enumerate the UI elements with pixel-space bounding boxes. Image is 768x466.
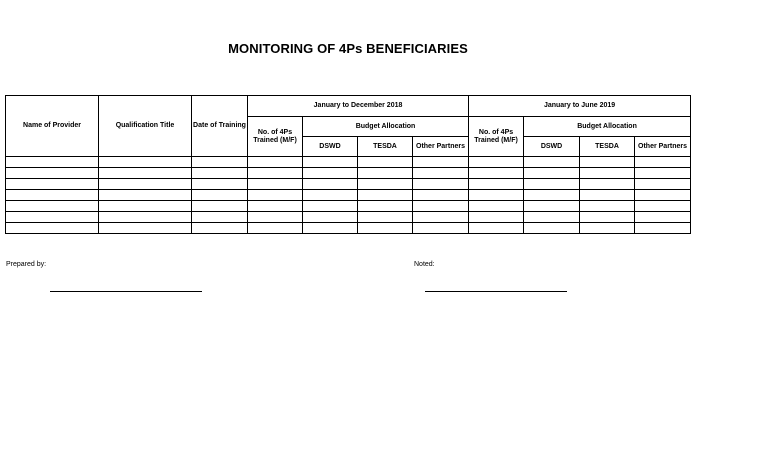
table-cell (303, 212, 358, 223)
table-cell (248, 179, 303, 190)
table-cell (469, 201, 524, 212)
table-cell (413, 201, 469, 212)
noted-label: Noted: (414, 261, 435, 268)
table-cell (524, 223, 580, 234)
table-cell (99, 157, 192, 168)
noted-signature-line (425, 291, 567, 292)
table-cell (99, 190, 192, 201)
header-period-2019: January to June 2019 (469, 96, 691, 117)
table-cell (192, 179, 248, 190)
table-cell (248, 168, 303, 179)
header-other-2019: Other Partners (635, 137, 691, 157)
table-cell (303, 168, 358, 179)
table-cell (6, 201, 99, 212)
table-cell (413, 168, 469, 179)
header-tesda-2019: TESDA (580, 137, 635, 157)
table-row (6, 212, 691, 223)
table-cell (192, 190, 248, 201)
table-cell (192, 168, 248, 179)
table-cell (303, 157, 358, 168)
table-cell (413, 157, 469, 168)
header-dswd-2018: DSWD (303, 137, 358, 157)
table-cell (413, 190, 469, 201)
table-cell (469, 212, 524, 223)
table-cell (192, 201, 248, 212)
table-cell (580, 179, 635, 190)
table-cell (248, 223, 303, 234)
table-cell (6, 212, 99, 223)
table-cell (248, 157, 303, 168)
table-cell (469, 168, 524, 179)
table-cell (469, 223, 524, 234)
table-cell (248, 190, 303, 201)
header-dswd-2019: DSWD (524, 137, 580, 157)
table-cell (358, 190, 413, 201)
table-cell (635, 212, 691, 223)
table-cell (524, 190, 580, 201)
header-name-of-provider: Name of Provider (6, 96, 99, 157)
table-cell (99, 223, 192, 234)
prepared-by-signature-line (50, 291, 202, 292)
table-cell (469, 157, 524, 168)
monitoring-table (5, 95, 691, 234)
table-cell (580, 212, 635, 223)
table-cell (358, 212, 413, 223)
header-qualification-title: Qualification Title (99, 96, 192, 157)
table-cell (192, 157, 248, 168)
prepared-by-label: Prepared by: (6, 261, 47, 268)
table-cell (413, 179, 469, 190)
table-cell (524, 212, 580, 223)
table-cell (635, 179, 691, 190)
table-cell (524, 168, 580, 179)
table-cell (192, 223, 248, 234)
table-cell (635, 168, 691, 179)
table-cell (635, 223, 691, 234)
table-cell (524, 179, 580, 190)
table-cell (469, 190, 524, 201)
table-cell (6, 179, 99, 190)
header-tesda-2018: TESDA (358, 137, 413, 157)
table-row (6, 157, 691, 168)
table-cell (524, 157, 580, 168)
table-cell (248, 212, 303, 223)
table-cell (303, 201, 358, 212)
header-budget-2019: Budget Allocation (524, 117, 691, 137)
table-cell (303, 179, 358, 190)
table-cell (469, 179, 524, 190)
table-cell (580, 223, 635, 234)
header-date-of-training: Date of Training (192, 96, 248, 157)
table-cell (99, 201, 192, 212)
table-cell (635, 201, 691, 212)
table-cell (303, 190, 358, 201)
header-other-2018: Other Partners (413, 137, 469, 157)
table-row (6, 168, 691, 179)
header-budget-2018: Budget Allocation (303, 117, 469, 137)
table-cell (6, 168, 99, 179)
table-cell (99, 168, 192, 179)
table-cell (6, 223, 99, 234)
table-cell (6, 190, 99, 201)
table-cell (99, 179, 192, 190)
table-row (6, 190, 691, 201)
page-title: MONITORING OF 4Ps BENEFICIARIES (228, 41, 468, 56)
table-cell (580, 168, 635, 179)
table-row (6, 179, 691, 190)
table-cell (358, 168, 413, 179)
table-cell (635, 157, 691, 168)
table-cell (303, 223, 358, 234)
header-trained-2019: No. of 4Ps Trained (M/F) (469, 117, 524, 157)
table-cell (580, 201, 635, 212)
table-row (6, 201, 691, 212)
table-cell (358, 201, 413, 212)
table-cell (524, 201, 580, 212)
header-trained-2018: No. of 4Ps Trained (M/F) (248, 117, 303, 157)
table-row (6, 223, 691, 234)
table-cell (6, 157, 99, 168)
table-cell (358, 223, 413, 234)
table-cell (413, 212, 469, 223)
table-cell (580, 157, 635, 168)
table-cell (580, 190, 635, 201)
header-period-2018: January to December 2018 (248, 96, 469, 117)
table-cell (358, 179, 413, 190)
table-cell (248, 201, 303, 212)
table-cell (99, 212, 192, 223)
table-cell (413, 223, 469, 234)
table-cell (358, 157, 413, 168)
table-cell (635, 190, 691, 201)
table-cell (192, 212, 248, 223)
